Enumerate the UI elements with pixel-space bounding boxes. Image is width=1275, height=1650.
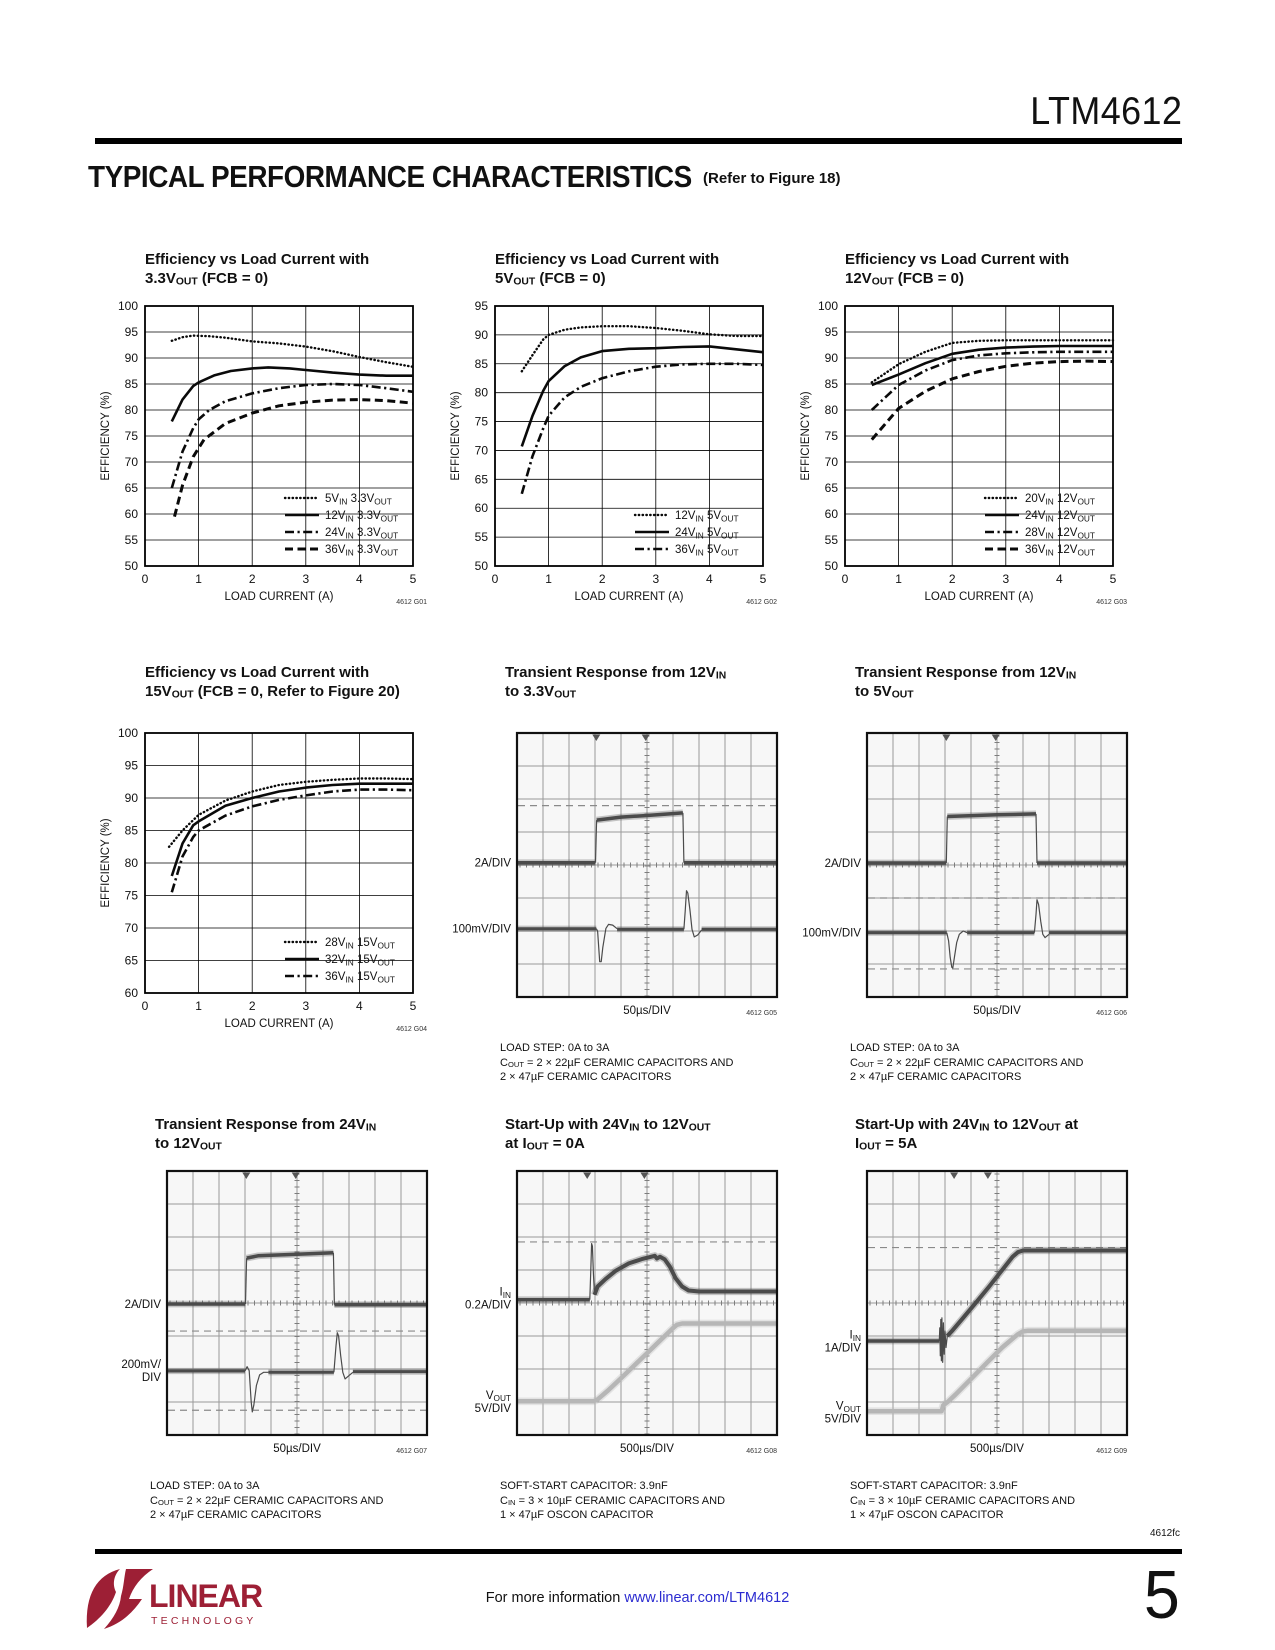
y-tick: 55 (824, 533, 838, 547)
y-tick: 95 (824, 325, 838, 339)
charts-grid (95, 250, 1145, 1523)
chart-cell-efficiency-3v3 (95, 250, 445, 663)
line-chart-4612-G02 (445, 298, 785, 610)
chart-caption (500, 1479, 795, 1523)
chart-title (505, 1115, 795, 1153)
legend-label-1: $12V_{IN}$ $3.3V_{OUT}$ (325, 510, 399, 524)
chart-title-line: Efficiency vs Load Current with (845, 251, 1070, 268)
y-tick: 65 (124, 953, 138, 968)
scope-label-0-0: $I_{IN}$ (499, 1286, 511, 1300)
chart-caption-line: 2 × 47µF CERAMIC CAPACITORS (850, 1071, 1022, 1083)
y-axis-label: EFFICIENCY (%) (450, 391, 462, 481)
y-tick: 90 (824, 351, 838, 365)
y-tick: 80 (824, 403, 838, 417)
chart-title-line: Efficiency vs Load Current with (145, 664, 370, 681)
x-tick: 3 (302, 572, 310, 586)
chart-footnote: 4612 G04 (396, 1026, 427, 1033)
chart-caption-line: $C_{OUT} = 2 \times 22\mu F$ CERAMIC CAPACITORS AND (500, 1056, 734, 1069)
chart-footnote: 4612 G05 (746, 1010, 777, 1017)
scope-label-0-1: 0.2A/DIV (464, 1299, 511, 1312)
x-tick-labels (142, 572, 417, 586)
section-title: TYPICAL PERFORMANCE CHARACTERISTICS (88, 159, 692, 194)
x-axis-label: 500µs/DIV (970, 1443, 1024, 1455)
x-tick: 2 (248, 572, 256, 586)
chart-cell-efficiency-15v (95, 663, 445, 1115)
scope-left-labels (825, 1329, 862, 1425)
chart-title-line: Transient Response from $24V_{IN}$ (155, 1116, 377, 1134)
chart-title-line: Efficiency vs Load Current with (145, 251, 370, 268)
legend-label-0: $28V_{IN}$ $15V_{OUT}$ (325, 937, 395, 951)
x-tick: 0 (491, 572, 499, 586)
series-3 (872, 361, 1113, 440)
y-tick: 70 (124, 921, 138, 935)
scope-label-1-0: $V_{OUT}$ (835, 1400, 861, 1414)
chart-caption (850, 1479, 1145, 1523)
x-tick: 4 (356, 999, 363, 1013)
y-tick: 100 (817, 299, 838, 313)
scope-left-labels (121, 1299, 161, 1384)
scope-label-1-1: DIV (141, 1372, 161, 1385)
y-tick: 75 (124, 429, 138, 443)
line-chart-4612-G03 (795, 298, 1135, 610)
legend (285, 493, 398, 557)
y-tick: 95 (474, 299, 488, 313)
y-tick: 95 (124, 325, 138, 339)
chart-caption-line: $C_{IN} = 3 \times 10\mu F$ CERAMIC CAPACITORS AND (500, 1494, 726, 1507)
legend (985, 493, 1095, 557)
chart-title (855, 663, 1145, 701)
series-1 (172, 367, 413, 421)
x-axis-label: 50µs/DIV (623, 1005, 671, 1017)
y-axis-label: EFFICIENCY (%) (100, 818, 112, 908)
chart-title (505, 663, 795, 701)
info-prefix: For more information (485, 1590, 621, 1606)
chart-title (145, 250, 445, 288)
legend (635, 510, 739, 557)
chart-caption-line: 1 × 47µF OSCON CAPACITOR (850, 1509, 1004, 1521)
x-tick: 3 (302, 999, 310, 1013)
y-tick: 65 (124, 481, 138, 495)
scope-left-labels (802, 858, 861, 940)
x-tick: 2 (598, 572, 606, 586)
chart-caption-line: 2 × 47µF CERAMIC CAPACITORS (150, 1509, 322, 1521)
series-2 (172, 790, 413, 893)
y-tick: 90 (474, 327, 488, 342)
scope-chart-4612-G07 (95, 1165, 435, 1463)
page-number: 5 (1144, 1557, 1180, 1633)
chart-caption-line: $C_{OUT} = 2 \times 22\mu F$ CERAMIC CAPACITORS AND (850, 1056, 1084, 1069)
footer-info-line (0, 1590, 1275, 1606)
plot-border (495, 306, 763, 566)
y-axis-label: EFFICIENCY (%) (800, 391, 812, 481)
x-axis-label: LOAD CURRENT (A) (224, 1018, 334, 1030)
chart-title-line: at $I_{OUT} = 0A$ (505, 1135, 585, 1153)
scope-label-0-1: 1A/DIV (824, 1342, 861, 1355)
x-tick: 1 (195, 999, 202, 1013)
chart-cell-startup-0a (445, 1115, 795, 1523)
x-axis-label: LOAD CURRENT (A) (574, 591, 684, 603)
series-2 (522, 364, 763, 494)
legend-label-1: $32V_{IN}$ $15V_{OUT}$ (325, 954, 395, 968)
y-tick-labels (818, 299, 838, 573)
header-rule (95, 138, 1182, 144)
info-link[interactable]: www.linear.com/LTM4612 (624, 1590, 790, 1606)
scope-label-0-0: 2A/DIV (124, 1298, 161, 1311)
chart-cell-transient-5v (795, 663, 1145, 1115)
legend-label-3: $36V_{IN}$ $12V_{OUT}$ (1025, 544, 1095, 558)
chart-title-line: to $5V_{OUT}$ (855, 683, 914, 701)
series-lines (169, 779, 413, 893)
y-tick: 50 (474, 559, 488, 573)
y-tick: 70 (124, 455, 138, 469)
logo-wordmark: LINEAR (149, 1578, 263, 1614)
x-tick: 3 (1002, 572, 1010, 586)
scope-label-1-0: 100mV/DIV (452, 923, 511, 936)
y-tick: 75 (474, 414, 488, 429)
scope-label-1-0: 200mV/ (121, 1359, 161, 1372)
chart-title-line: $3.3V_{OUT}$ (FCB = 0) (145, 270, 269, 288)
legend-label-2: $36V_{IN}$ $5V_{OUT}$ (675, 544, 739, 558)
chart-title-line: to $12V_{OUT}$ (155, 1135, 222, 1153)
chart-caption (500, 1041, 795, 1085)
chart-cell-startup-5a (795, 1115, 1145, 1523)
line-chart-4612-G01 (95, 298, 435, 610)
x-tick: 0 (141, 572, 149, 586)
x-axis-label: LOAD CURRENT (A) (224, 591, 334, 603)
chart-title-line: $15V_{OUT}$ (FCB = 0, Refer to Figure 20) (145, 683, 400, 701)
x-tick-labels (492, 572, 767, 586)
chart-footnote: 4612 G08 (746, 1448, 777, 1455)
legend-label-2: $28V_{IN}$ $12V_{OUT}$ (1025, 527, 1095, 541)
scope-left-labels (465, 1287, 511, 1415)
x-tick-labels (142, 999, 417, 1013)
series-lines (172, 336, 413, 517)
series-lines (522, 326, 763, 494)
chart-title-line: Start-Up with $24V_{IN}$ to $12V_{OUT}$ at (855, 1116, 1079, 1134)
chart-footnote: 4612 G09 (1096, 1448, 1127, 1455)
y-tick: 85 (824, 377, 838, 391)
chart-cell-efficiency-12v (795, 250, 1145, 663)
chart-caption-line: $C_{IN} = 3 \times 10\mu F$ CERAMIC CAPACITORS AND (850, 1494, 1076, 1507)
section-subtitle: (Refer to Figure 18) (703, 170, 841, 187)
legend-label-0: $5V_{IN}$ $3.3V_{OUT}$ (325, 493, 392, 507)
chart-caption-line: LOAD STEP: 0A to 3A (850, 1042, 960, 1054)
scope-label-1-0: 100mV/DIV (802, 927, 861, 940)
x-tick: 1 (895, 572, 902, 586)
chart-footnote: 4612 G02 (746, 599, 777, 606)
chart-title-line: Transient Response from $12V_{IN}$ (855, 664, 1077, 682)
doc-code: 4612fc (1149, 1528, 1180, 1539)
y-tick: 70 (474, 443, 488, 458)
legend-label-1: $24V_{IN}$ $5V_{OUT}$ (675, 527, 739, 541)
series-lines (872, 340, 1113, 439)
y-tick: 55 (124, 533, 138, 547)
scope-chart-4612-G09 (795, 1165, 1135, 1463)
chart-title (495, 250, 795, 288)
part-number: LTM4612 (1029, 90, 1182, 133)
y-axis-label: EFFICIENCY (%) (100, 391, 112, 481)
y-tick: 90 (124, 791, 138, 805)
scope-label-1-1: 5V/DIV (474, 1402, 511, 1415)
chart-cell-efficiency-5v (445, 250, 795, 663)
x-tick: 5 (409, 572, 417, 586)
chart-caption-line: SOFT-START CAPACITOR: 3.9nF (500, 1480, 668, 1492)
x-axis-label: 50µs/DIV (973, 1005, 1021, 1017)
chart-caption (150, 1479, 445, 1523)
y-tick: 60 (474, 501, 488, 516)
y-tick: 75 (124, 888, 138, 903)
chart-cell-transient-3v3 (445, 663, 795, 1115)
chart-caption-line: 1 × 47µF OSCON CAPACITOR (500, 1509, 654, 1521)
y-tick: 65 (474, 472, 488, 487)
y-tick: 50 (124, 559, 138, 573)
chart-title (845, 250, 1145, 288)
y-tick: 80 (124, 856, 138, 870)
x-tick: 0 (841, 572, 849, 586)
x-tick: 2 (248, 999, 256, 1013)
x-tick: 5 (1109, 572, 1117, 586)
y-tick: 80 (474, 385, 488, 400)
chart-caption-line: LOAD STEP: 0A to 3A (500, 1042, 610, 1054)
chart-title-line: $5V_{OUT}$ (FCB = 0) (495, 270, 606, 288)
x-axis-label: 500µs/DIV (620, 1443, 674, 1455)
y-tick: 80 (124, 403, 138, 417)
y-tick: 60 (124, 986, 138, 1000)
y-tick: 100 (117, 726, 138, 740)
y-tick: 100 (117, 299, 138, 313)
chart-caption-line: 2 × 47µF CERAMIC CAPACITORS (500, 1071, 672, 1083)
y-tick: 90 (124, 351, 138, 365)
chart-caption-line: LOAD STEP: 0A to 3A (150, 1480, 260, 1492)
series-0 (172, 336, 413, 367)
x-tick: 4 (356, 572, 363, 586)
legend-label-3: $36V_{IN}$ $3.3V_{OUT}$ (325, 544, 399, 558)
scope-label-0-0: 2A/DIV (824, 858, 861, 871)
scope-chart-4612-G08 (445, 1165, 785, 1463)
x-tick: 4 (1056, 572, 1063, 586)
y-tick: 65 (824, 481, 838, 495)
section-heading (88, 159, 841, 195)
x-tick: 5 (759, 572, 767, 586)
y-tick: 60 (824, 507, 838, 521)
x-tick: 0 (141, 999, 149, 1013)
x-tick: 5 (409, 999, 417, 1013)
chart-footnote: 4612 G01 (396, 599, 427, 606)
chart-title-line: Start-Up with $24V_{IN}$ to $12V_{OUT}$ (505, 1116, 711, 1134)
series-1 (522, 346, 763, 446)
line-chart-4612-G04 (95, 725, 435, 1037)
y-tick: 85 (124, 377, 138, 391)
chart-footnote: 4612 G06 (1096, 1010, 1127, 1017)
chart-title-line: $12V_{OUT}$ (FCB = 0) (845, 270, 964, 288)
legend-label-2: $24V_{IN}$ $3.3V_{OUT}$ (325, 527, 399, 541)
scope-label-0-0: 2A/DIV (474, 857, 511, 870)
y-tick: 50 (824, 559, 838, 573)
legend-label-2: $36V_{IN}$ $15V_{OUT}$ (325, 971, 395, 985)
y-tick-labels (118, 726, 138, 1000)
chart-title (155, 1115, 445, 1153)
x-tick: 1 (545, 572, 552, 586)
x-tick: 1 (195, 572, 202, 586)
x-tick-labels (842, 572, 1117, 586)
y-tick: 85 (124, 823, 138, 838)
x-tick: 4 (706, 572, 713, 586)
legend-label-1: $24V_{IN}$ $12V_{OUT}$ (1025, 510, 1095, 524)
x-axis-label: LOAD CURRENT (A) (924, 591, 1034, 603)
y-tick: 60 (124, 507, 138, 521)
chart-title-line: Efficiency vs Load Current with (495, 251, 720, 268)
x-axis-label: 50µs/DIV (273, 1443, 321, 1455)
chart-caption-line: SOFT-START CAPACITOR: 3.9nF (850, 1480, 1018, 1492)
chart-title-line: Transient Response from $12V_{IN}$ (505, 664, 727, 682)
y-tick-labels (475, 299, 489, 573)
y-tick: 85 (474, 356, 488, 371)
scope-chart-4612-G06 (795, 727, 1135, 1025)
y-tick: 70 (824, 455, 838, 469)
logo-wordmark-sub: TECHNOLOGY (151, 1615, 257, 1627)
legend-label-0: $20V_{IN}$ $12V_{OUT}$ (1025, 493, 1095, 507)
scope-label-1-0: $V_{OUT}$ (485, 1389, 511, 1404)
y-tick: 75 (824, 429, 838, 443)
scope-left-labels (452, 858, 511, 936)
y-tick: 95 (124, 758, 138, 773)
chart-title-line: $I_{OUT} = 5A$ (855, 1135, 918, 1153)
x-tick: 3 (652, 572, 660, 586)
chart-caption (850, 1041, 1145, 1085)
chart-caption-line: $C_{OUT} = 2 \times 22\mu F$ CERAMIC CAPACITORS AND (150, 1494, 384, 1507)
chart-footnote: 4612 G03 (1096, 599, 1127, 606)
scope-chart-4612-G05 (445, 727, 785, 1025)
x-tick: 2 (948, 572, 956, 586)
chart-cell-transient-12v (95, 1115, 445, 1523)
grid (495, 306, 763, 566)
chart-title-line: to $3.3V_{OUT}$ (505, 683, 577, 701)
chart-title (855, 1115, 1145, 1153)
scope-label-1-1: 5V/DIV (824, 1413, 861, 1426)
legend-label-0: $12V_{IN}$ $5V_{OUT}$ (675, 510, 739, 524)
chart-footnote: 4612 G07 (396, 1448, 427, 1455)
chart-title (145, 663, 445, 701)
y-tick: 55 (474, 530, 488, 545)
scope-label-0-0: $I_{IN}$ (849, 1329, 861, 1343)
y-tick-labels (118, 299, 138, 573)
footer-rule (95, 1549, 1182, 1554)
